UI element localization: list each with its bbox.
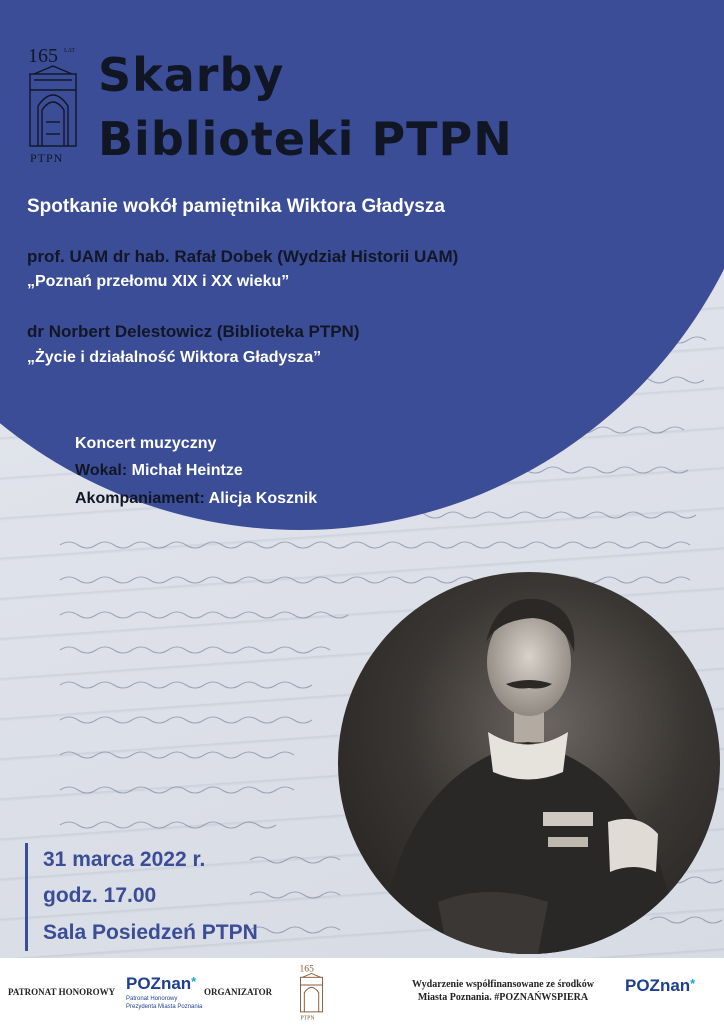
library-gate-icon-small (296, 961, 328, 1021)
event-place: Sala Posiedzeń PTPN (43, 921, 258, 944)
accompaniment-label: Akompaniament: (75, 490, 205, 507)
cofinance-line-2: Miasta Poznania. #POZNAŃWSPIERA (417, 992, 589, 1003)
cofinance-line-1: Wydarzenie współfinansowane ze środków (412, 979, 594, 990)
portrait-photo (338, 572, 720, 954)
library-gate-icon (24, 40, 84, 165)
poznan-logo-cofinance (625, 976, 695, 996)
vocal-label: Wokal: (75, 462, 128, 479)
svg-text:PTPN: PTPN (30, 151, 64, 165)
poznan-logo-patronage (126, 974, 196, 994)
concert-accompaniment (75, 490, 317, 508)
poznan-logo-text: POZnan (126, 974, 192, 993)
poznan-patronage-subtext (126, 995, 202, 1011)
title-line-2: Biblioteki PTPN (98, 112, 513, 166)
poznan-sub-line-1: Patronat Honorowy (126, 996, 178, 1002)
event-subtitle: Spotkanie wokół pamiętnika Wiktora Gładysza (27, 196, 445, 217)
accompaniment-value: Alicja Kosznik (208, 490, 318, 507)
patronage-label: PATRONAT HONOROWY (8, 987, 116, 997)
poznan-sub-line-2: Prezydenta Miasta Poznania (126, 1004, 203, 1010)
concert-vocal (75, 462, 243, 480)
vocal-value: Michał Heintze (131, 462, 243, 479)
cofinance-note (412, 978, 594, 1004)
svg-text:PTPN: PTPN (300, 1015, 315, 1021)
concert-heading: Koncert muzyczny (75, 435, 217, 452)
footer (0, 958, 724, 1024)
speaker-2-name: dr Norbert Delestowicz (Biblioteka PTPN) (27, 322, 360, 341)
poznan-logo-text-2: POZnan (625, 976, 691, 995)
poznan-star-icon: * (191, 974, 197, 989)
portrait-illustration (338, 572, 720, 954)
ptpn-165-logo (24, 40, 84, 165)
title-line-1: Skarby (98, 48, 285, 102)
speaker-1-name: prof. UAM dr hab. Rafał Dobek (Wydział Historii UAM) (27, 247, 459, 266)
event-accent-bar (25, 843, 28, 951)
event-time: godz. 17.00 (43, 884, 157, 907)
poznan-star-icon-2: * (690, 976, 696, 991)
speaker-1-topic: „Poznań przełomu XIX i XX wieku” (27, 273, 290, 290)
svg-text:LAT: LAT (64, 48, 75, 54)
organizer-label: ORGANIZATOR (204, 987, 273, 997)
svg-text:165: 165 (299, 963, 314, 975)
event-date: 31 marca 2022 r. (43, 848, 206, 871)
svg-text:165: 165 (28, 45, 58, 67)
ptpn-165-logo-small (296, 961, 328, 1021)
speaker-2-topic: „Życie i działalność Wiktora Gładysza” (27, 349, 322, 366)
